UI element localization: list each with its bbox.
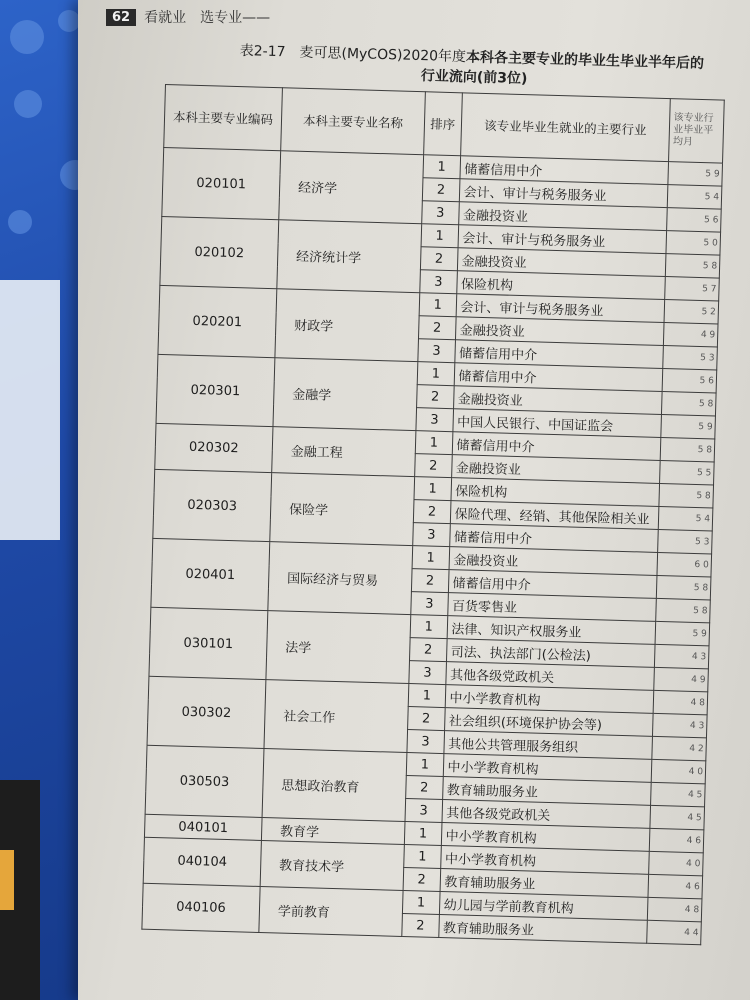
caption-prefix: 表2-17 麦可思(MyCOS)2020年度 bbox=[239, 42, 467, 66]
rank-cell: 2 bbox=[419, 316, 456, 340]
industry-cell: 中小学教育机构 bbox=[445, 685, 654, 714]
salary-cell: 5 0 bbox=[666, 231, 720, 255]
caption-subtitle: 行业流向(前3位) bbox=[420, 68, 528, 88]
industry-cell: 金融投资业 bbox=[455, 317, 664, 346]
header-industry: 该专业毕业生就业的主要行业 bbox=[460, 93, 670, 162]
rank-cell: 2 bbox=[415, 454, 452, 478]
industry-cell: 保险代理、经销、其他保险相关业 bbox=[450, 501, 659, 530]
rank-cell: 3 bbox=[422, 201, 459, 225]
salary-cell: 4 8 bbox=[653, 690, 707, 714]
industry-cell: 中小学教育机构 bbox=[440, 845, 649, 874]
rank-cell: 3 bbox=[411, 592, 448, 616]
rank-cell: 1 bbox=[417, 362, 454, 386]
salary-cell: 4 3 bbox=[653, 713, 707, 737]
industry-cell: 金融投资业 bbox=[449, 547, 658, 576]
industry-cell: 中小学教育机构 bbox=[441, 823, 650, 852]
rank-cell: 3 bbox=[420, 270, 457, 294]
decorative-dot bbox=[14, 90, 42, 118]
major-name: 经济统计学 bbox=[277, 220, 422, 293]
salary-cell: 4 0 bbox=[652, 759, 706, 783]
major-code: 030101 bbox=[149, 607, 268, 679]
salary-cell: 5 4 bbox=[659, 506, 713, 530]
industry-cell: 会计、审计与税务服务业 bbox=[458, 225, 667, 254]
major-code: 020301 bbox=[156, 354, 275, 426]
industry-cell: 百货零售业 bbox=[447, 593, 656, 622]
salary-cell: 4 0 bbox=[649, 851, 703, 875]
salary-cell: 4 8 bbox=[648, 897, 702, 921]
major-name: 教育技术学 bbox=[260, 840, 404, 890]
rank-cell: 1 bbox=[415, 431, 452, 455]
major-code: 020302 bbox=[155, 423, 273, 472]
salary-cell: 4 3 bbox=[655, 644, 709, 668]
salary-cell: 5 8 bbox=[662, 392, 716, 416]
major-name: 经济学 bbox=[279, 151, 424, 224]
salary-cell: 4 2 bbox=[652, 736, 706, 760]
major-name: 法学 bbox=[266, 611, 411, 684]
major-name: 思想政治教育 bbox=[262, 749, 407, 822]
salary-cell: 5 8 bbox=[659, 483, 713, 507]
rank-cell: 1 bbox=[414, 477, 451, 501]
page-header bbox=[106, 4, 366, 30]
rank-cell: 3 bbox=[407, 730, 444, 754]
industry-cell: 储蓄信用中介 bbox=[459, 156, 668, 185]
header-code: 本科主要专业编码 bbox=[164, 85, 283, 151]
rank-cell: 2 bbox=[413, 500, 450, 524]
salary-cell: 4 5 bbox=[650, 805, 704, 829]
salary-cell: 5 8 bbox=[666, 254, 720, 278]
table-container bbox=[141, 84, 724, 945]
rank-cell: 3 bbox=[405, 799, 442, 823]
industry-cell: 其他各级党政机关 bbox=[445, 662, 654, 691]
major-name: 学前教育 bbox=[259, 886, 403, 936]
industry-cell: 社会组织(环境保护协会等) bbox=[444, 708, 653, 737]
rank-cell: 1 bbox=[403, 890, 440, 914]
industry-cell: 教育辅助服务业 bbox=[440, 868, 649, 897]
salary-cell: 6 0 bbox=[657, 552, 711, 576]
rank-cell: 3 bbox=[409, 661, 446, 685]
salary-cell: 5 6 bbox=[662, 369, 716, 393]
decorative-dot bbox=[8, 210, 32, 234]
running-header: 看就业 选专业—— bbox=[144, 10, 271, 26]
major-code: 020303 bbox=[153, 469, 272, 541]
major-code: 040106 bbox=[142, 883, 260, 932]
major-name: 保险学 bbox=[270, 473, 415, 546]
rank-cell: 3 bbox=[416, 408, 453, 432]
salary-cell: 5 7 bbox=[665, 277, 719, 301]
rank-cell: 2 bbox=[417, 385, 454, 409]
major-name: 教育学 bbox=[261, 817, 405, 844]
salary-cell: 4 6 bbox=[648, 874, 702, 898]
salary-cell: 5 5 bbox=[660, 460, 714, 484]
rank-cell: 1 bbox=[412, 546, 449, 570]
industry-cell: 保险机构 bbox=[450, 478, 659, 507]
industry-cell: 教育辅助服务业 bbox=[442, 777, 651, 806]
industry-cell: 其他各级党政机关 bbox=[441, 800, 650, 829]
major-code: 020102 bbox=[160, 216, 279, 288]
major-code: 020101 bbox=[162, 147, 281, 219]
industry-cell: 会计、审计与税务服务业 bbox=[456, 294, 665, 323]
industry-cell: 金融投资业 bbox=[457, 248, 666, 277]
major-name: 国际经济与贸易 bbox=[268, 542, 413, 615]
salary-cell: 5 9 bbox=[655, 621, 709, 645]
salary-cell: 4 9 bbox=[654, 667, 708, 691]
rank-cell: 2 bbox=[412, 569, 449, 593]
industry-cell: 储蓄信用中介 bbox=[454, 363, 663, 392]
orange-object bbox=[0, 850, 14, 910]
industry-cell: 其他公共管理服务组织 bbox=[443, 731, 652, 760]
major-code: 020401 bbox=[151, 538, 270, 610]
major-code: 030302 bbox=[147, 676, 266, 748]
industry-cell: 中国人民银行、中国证监会 bbox=[452, 409, 661, 438]
salary-cell: 5 8 bbox=[656, 598, 710, 622]
industry-cell: 司法、执法部门(公检法) bbox=[446, 639, 655, 668]
rank-cell: 2 bbox=[402, 913, 439, 937]
salary-cell: 4 6 bbox=[650, 828, 704, 852]
salary-cell: 4 9 bbox=[664, 323, 718, 347]
rank-cell: 1 bbox=[421, 224, 458, 248]
header-rank: 排序 bbox=[424, 92, 462, 156]
industry-cell: 幼儿园与学前教育机构 bbox=[439, 891, 648, 920]
industry-cell: 储蓄信用中介 bbox=[452, 432, 661, 461]
major-name: 社会工作 bbox=[264, 680, 409, 753]
rank-cell: 2 bbox=[408, 707, 445, 731]
rank-cell: 3 bbox=[413, 523, 450, 547]
salary-cell: 4 5 bbox=[651, 782, 705, 806]
industry-cell: 会计、审计与税务服务业 bbox=[459, 179, 668, 208]
industry-cell: 保险机构 bbox=[456, 271, 665, 300]
industry-cell: 中小学教育机构 bbox=[443, 754, 652, 783]
rank-cell: 2 bbox=[410, 638, 447, 662]
rank-cell: 1 bbox=[408, 684, 445, 708]
major-code: 020201 bbox=[158, 285, 277, 357]
rank-cell: 2 bbox=[406, 776, 443, 800]
cover-light-band bbox=[0, 280, 60, 540]
rank-cell: 1 bbox=[406, 753, 443, 777]
major-name: 金融学 bbox=[273, 358, 418, 431]
caption-title: 本科各主要专业的毕业生毕业半年后的 bbox=[465, 49, 705, 72]
decorative-dot bbox=[10, 20, 44, 54]
rank-cell: 2 bbox=[421, 247, 458, 271]
industry-cell: 金融投资业 bbox=[453, 386, 662, 415]
salary-cell: 5 9 bbox=[661, 414, 715, 438]
rank-cell: 2 bbox=[403, 867, 440, 891]
industry-cell: 教育辅助服务业 bbox=[438, 914, 647, 943]
rank-cell: 1 bbox=[423, 155, 460, 179]
table-body bbox=[142, 147, 723, 944]
rank-cell: 3 bbox=[418, 339, 455, 363]
major-code: 040104 bbox=[143, 837, 261, 886]
salary-cell: 5 2 bbox=[664, 300, 718, 324]
salary-cell: 5 9 bbox=[668, 162, 722, 186]
industry-cell: 储蓄信用中介 bbox=[449, 524, 658, 553]
salary-cell: 5 4 bbox=[668, 185, 722, 209]
salary-cell: 5 8 bbox=[660, 437, 714, 461]
major-name: 金融工程 bbox=[272, 427, 416, 477]
rank-cell: 2 bbox=[422, 178, 459, 202]
major-name: 财政学 bbox=[275, 289, 420, 362]
rank-cell: 1 bbox=[404, 844, 441, 868]
industry-cell: 金融投资业 bbox=[451, 455, 660, 484]
employment-table bbox=[141, 84, 724, 945]
page-number: 62 bbox=[106, 9, 136, 26]
rank-cell: 1 bbox=[419, 293, 456, 317]
salary-cell: 4 4 bbox=[647, 920, 701, 944]
industry-cell: 储蓄信用中介 bbox=[448, 570, 657, 599]
salary-cell: 5 6 bbox=[667, 208, 721, 232]
industry-cell: 法律、知识产权服务业 bbox=[447, 616, 656, 645]
header-name: 本科主要专业名称 bbox=[281, 88, 426, 155]
major-code: 040101 bbox=[144, 814, 262, 840]
major-code: 030503 bbox=[145, 745, 264, 817]
industry-cell: 储蓄信用中介 bbox=[454, 340, 663, 369]
salary-cell: 5 3 bbox=[658, 529, 712, 553]
header-salary: 该专业行业毕业平均月 bbox=[669, 99, 724, 163]
salary-cell: 5 8 bbox=[657, 575, 711, 599]
rank-cell: 1 bbox=[404, 821, 441, 845]
rank-cell: 1 bbox=[410, 615, 447, 639]
salary-cell: 5 3 bbox=[663, 346, 717, 370]
decorative-dot bbox=[58, 10, 80, 32]
industry-cell: 金融投资业 bbox=[458, 202, 667, 231]
